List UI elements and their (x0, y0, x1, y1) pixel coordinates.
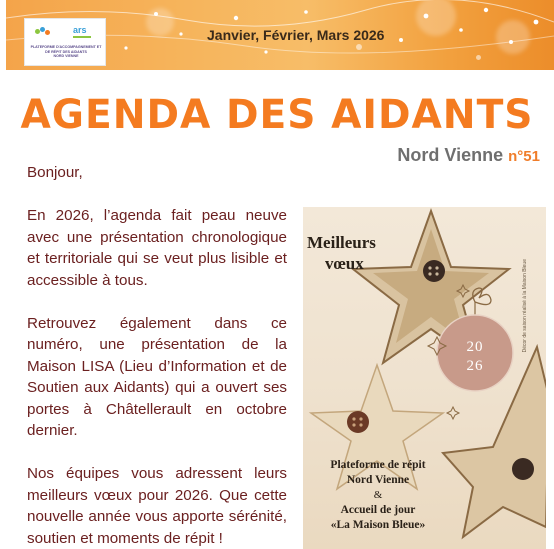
region-name: Nord Vienne (397, 145, 504, 165)
ars-logo: ars (73, 25, 91, 38)
plateforme-logo-icon (35, 27, 53, 35)
ornament-year: 20 26 (466, 339, 484, 374)
issue-number: n°51 (508, 148, 540, 165)
page-title: AGENDA DES AIDANTS (20, 92, 534, 138)
greeting: Bonjour, (27, 164, 83, 181)
editorial-text (27, 162, 287, 549)
greeting-card-image (303, 207, 546, 549)
issue-period: Janvier, Février, Mars 2026 (207, 27, 385, 43)
card-heading: Meilleurs vœux (307, 233, 376, 273)
edition-label (397, 145, 540, 166)
paragraph-1: En 2026, l’agenda fait peau neuve avec une présentation chronologique et territoriale qui se veut plus lisible et accessible à tous. (27, 207, 287, 289)
partner-logos (24, 18, 106, 66)
card-side-note: Décor de saison réalisé à la Maison Bleue (522, 259, 528, 353)
paragraph-2: Retrouvez également dans ce numéro, une présentation de la Maison LISA (Lieu d’Information et de Soutien aux Aidants) qui a ouvert ses portes à Châtellerault en octobre dernier. (27, 314, 287, 439)
logo-caption: PLATEFORME D'ACCOMPAGNEMENT ET DE RÉPIT DES AIDANTS NORD VIENNE (30, 45, 102, 59)
paragraph-3: Nos équipes vous adressent leurs meilleurs vœux pour 2026. Que cette nouvelle année vous apporte sérénité, soutien et moments de répit ! (27, 465, 287, 547)
card-footer: Plateforme de répit Nord Vienne & Accueil de jour «La Maison Bleue» (330, 459, 426, 531)
